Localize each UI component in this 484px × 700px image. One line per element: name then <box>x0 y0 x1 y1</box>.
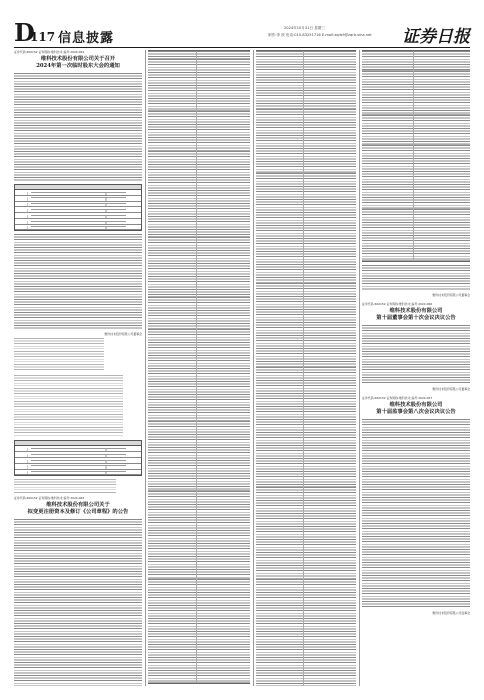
notice-title-line: 2024年第一次临时股东大会的通知 <box>36 63 120 69</box>
notice-title-line: 拟变更注册资本及修订《公司章程》的公告 <box>27 509 129 516</box>
table-header <box>15 441 141 446</box>
column-3 <box>256 50 356 686</box>
notice-title-line: 维科技术股份有限公司 <box>389 308 443 314</box>
table-row <box>15 221 141 225</box>
notice-title-line: 第十届监事会第八次会议决议公告 <box>376 409 456 415</box>
notice-body-text <box>362 419 470 609</box>
table-row <box>148 237 250 297</box>
notice-body-text <box>362 265 470 291</box>
notice-signature: 维科技术股份有限公司监事会 <box>432 611 470 615</box>
notice-supervisory-resolution <box>362 396 470 615</box>
column-2 <box>148 50 250 686</box>
page-letter: D <box>14 18 35 47</box>
table-row <box>15 197 141 201</box>
table-row <box>362 145 470 209</box>
table-row <box>148 329 250 421</box>
column-divider <box>253 50 254 686</box>
table-row <box>15 448 141 452</box>
table-row <box>362 51 470 71</box>
table-row <box>148 151 250 237</box>
table-row <box>15 454 141 458</box>
notice-board-resolution <box>362 302 470 391</box>
table-row <box>362 115 470 145</box>
column-4 <box>362 50 470 686</box>
table-row <box>15 209 141 213</box>
agenda-table <box>14 184 142 231</box>
notice-code-line: 证券代码:600152 证券简称:维科技术 编号:2024-064 <box>14 50 85 54</box>
notice-title <box>14 56 142 70</box>
column-divider <box>359 50 360 686</box>
notice-title-line: 维科技术股份有限公司 <box>389 402 443 408</box>
column-divider <box>145 50 146 686</box>
table-row <box>256 487 356 579</box>
articles-comparison-table-end <box>362 50 470 262</box>
table-row <box>15 465 141 469</box>
notice-code-line: 证券代码:600152 证券简称:维科技术 编号:2024-067 <box>362 396 433 400</box>
table-row <box>256 579 356 686</box>
column-1 <box>14 50 142 686</box>
table-row <box>148 59 250 111</box>
notice-code-line: 证券代码:600152 证券简称:维科技术 编号:2024-066 <box>362 302 433 306</box>
notice-articles-amendment <box>14 496 142 686</box>
notice-title-line: 维科技术股份有限公司关于 <box>46 502 110 509</box>
table-row <box>362 209 470 261</box>
table-row <box>256 283 356 367</box>
table-row <box>15 226 141 230</box>
notice-title <box>362 308 470 322</box>
proxy-form-text <box>14 375 123 437</box>
page-number: 117 <box>30 30 56 44</box>
table-header <box>148 51 250 59</box>
table-row <box>148 491 250 579</box>
proxy-table <box>14 440 142 476</box>
table-row <box>148 421 250 491</box>
table-row <box>256 109 356 173</box>
masthead-rule <box>14 47 470 48</box>
notice-shareholder-meeting <box>14 50 142 493</box>
table-row <box>256 173 356 283</box>
table-row <box>256 51 356 109</box>
notice-signature: 维科技术股份有限公司董事会 <box>432 387 470 391</box>
table-row <box>15 192 141 196</box>
table-row <box>148 297 250 329</box>
table-row <box>15 471 141 475</box>
notice-title-line: 第十届董事会第十次会议决议公告 <box>376 315 456 321</box>
page-section-title: 信息披露 <box>58 31 115 46</box>
table-row <box>15 215 141 219</box>
articles-comparison-table-continued <box>256 50 356 686</box>
notice-title <box>362 402 470 416</box>
table-row <box>362 71 470 115</box>
notice-signature: 维科技术股份有限公司董事会 <box>104 332 142 337</box>
notice-body-text <box>14 234 142 330</box>
notice-attachment-text <box>14 338 104 372</box>
table-header <box>15 185 141 190</box>
table-row <box>256 367 356 487</box>
masthead <box>14 20 470 46</box>
notice-body-text <box>14 73 142 181</box>
table-row <box>15 460 141 464</box>
notice-body-text <box>362 325 470 385</box>
notice-code-line: 证券代码:600152 证券简称:维科技术 编号:2024-065 <box>14 496 85 501</box>
table-row <box>148 111 250 151</box>
notice-body-text <box>14 519 142 686</box>
articles-comparison-table <box>148 50 250 684</box>
date-line: 2024年10月31日 星期三 <box>284 26 325 30</box>
proxy-sign-text <box>14 479 116 493</box>
newspaper-logo: 证券日报 <box>402 27 470 47</box>
table-row <box>15 203 141 207</box>
notice-title-line: 维科技术股份有限公司关于召开 <box>40 56 116 62</box>
notice-signature: 维科技术股份有限公司董事会 <box>432 293 470 297</box>
notice-title <box>14 502 142 516</box>
editor-contact-line: 制作:李 波 电话:010-83251716 E-mail:zqrb9@zqrb.sina.net <box>268 33 372 37</box>
table-row <box>148 579 250 683</box>
